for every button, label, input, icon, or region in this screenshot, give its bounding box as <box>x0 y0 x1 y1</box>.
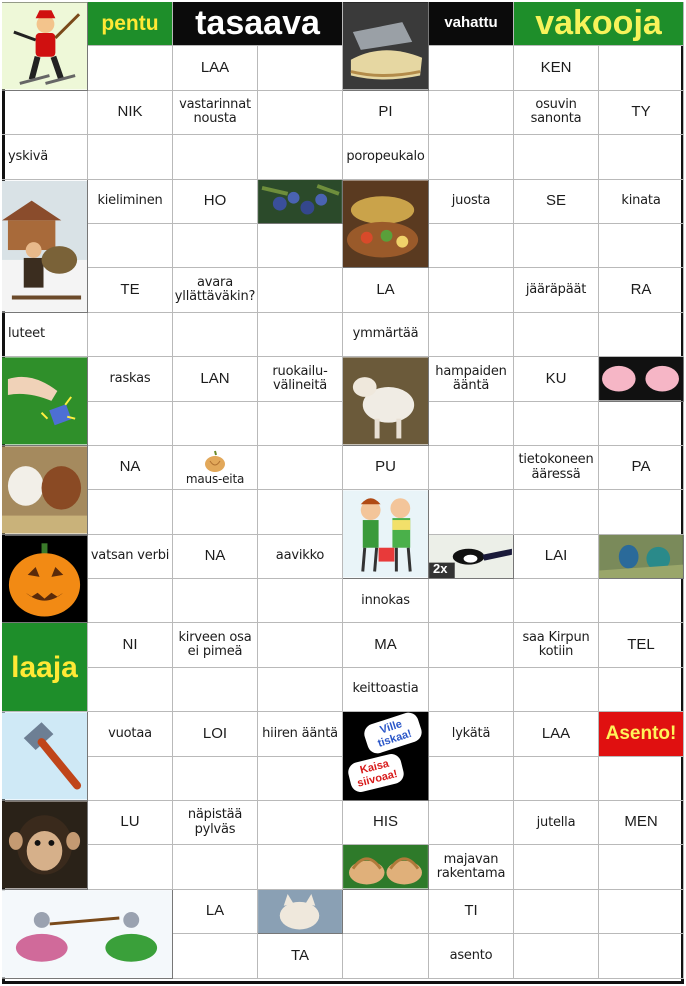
onion-icon <box>202 449 228 473</box>
answer-cell[interactable] <box>258 135 343 179</box>
answer-cell[interactable] <box>173 934 258 978</box>
clue-ruokailuvalineita: ruokailu-välineitä <box>258 357 343 401</box>
answer-cell[interactable] <box>258 224 343 268</box>
hand-button-picture <box>2 357 88 446</box>
pigs-picture <box>599 357 684 401</box>
answer-cell[interactable] <box>429 402 514 446</box>
answer-cell[interactable] <box>173 224 258 268</box>
header-laaja: laaja <box>2 623 88 712</box>
clue-vuotaa: vuotaa <box>88 712 173 756</box>
clue-avara: avara yllättäväkin? <box>173 268 258 312</box>
syllable-his[interactable]: HIS <box>343 801 429 845</box>
clue-majavan: majavan rakentama <box>429 845 514 889</box>
answer-cell[interactable] <box>88 490 173 534</box>
magpie-picture <box>429 535 514 579</box>
syllable-nik[interactable]: NIK <box>88 91 173 135</box>
answer-cell[interactable] <box>514 845 599 889</box>
answer-cell[interactable] <box>173 579 258 623</box>
answer-cell[interactable] <box>88 402 173 446</box>
answer-cell[interactable] <box>514 668 599 712</box>
answer-cell[interactable] <box>2 91 88 135</box>
answer-cell[interactable] <box>173 757 258 801</box>
syllable-pi[interactable]: PI <box>343 91 429 135</box>
speech-bubble-ville: Ville tiskaa! <box>362 712 425 756</box>
speech-bubbles-picture <box>343 712 429 801</box>
syllable-la[interactable]: LA <box>343 268 429 312</box>
clue-luteet: luteet <box>2 313 88 357</box>
magpie-count-label: 2x <box>433 560 448 576</box>
answer-cell[interactable] <box>173 490 258 534</box>
answer-cell[interactable] <box>429 579 514 623</box>
answer-cell[interactable] <box>258 446 343 490</box>
answer-cell[interactable] <box>88 668 173 712</box>
answer-cell[interactable] <box>88 313 173 357</box>
calves-picture <box>2 446 88 535</box>
answer-cell[interactable] <box>599 402 684 446</box>
answer-cell[interactable] <box>258 46 343 90</box>
answer-cell[interactable] <box>429 224 514 268</box>
answer-cell[interactable] <box>258 268 343 312</box>
pumpkin-picture <box>2 535 88 624</box>
syllable-te[interactable]: TE <box>88 268 173 312</box>
clue-osuvin: osuvin sanonta <box>514 91 599 135</box>
clue-ymmartaa: ymmärtää <box>343 313 429 357</box>
syllable-na[interactable]: NA <box>88 446 173 490</box>
clue-lykata: lykätä <box>429 712 514 756</box>
cat-picture <box>258 890 343 934</box>
clue-raskas: raskas <box>88 357 173 401</box>
clue-aavikko: aavikko <box>258 535 343 579</box>
food-picture <box>343 180 429 269</box>
syllable-men[interactable]: MEN <box>599 801 684 845</box>
clue-vatsan-verbi: vatsan verbi <box>88 535 173 579</box>
answer-cell[interactable] <box>258 490 343 534</box>
answer-cell[interactable] <box>429 46 514 90</box>
lamb-picture <box>343 357 429 446</box>
clue-kirveen-osa: kirveen osa ei pimeä <box>173 623 258 667</box>
answer-cell[interactable] <box>173 668 258 712</box>
answer-cell[interactable] <box>514 757 599 801</box>
answer-cell[interactable] <box>429 446 514 490</box>
clue-maus-eita <box>173 446 258 490</box>
syllable-ma[interactable]: MA <box>343 623 429 667</box>
answer-cell[interactable] <box>599 668 684 712</box>
answer-cell[interactable] <box>429 757 514 801</box>
clue-maus-eita-text: maus-eita <box>185 472 245 486</box>
answer-cell[interactable] <box>258 668 343 712</box>
syllable-ti[interactable]: TI <box>429 890 514 934</box>
crossword-grid <box>2 2 684 979</box>
clue-tietokoneen: tietokoneen ääressä <box>514 446 599 490</box>
answer-cell[interactable] <box>88 579 173 623</box>
answer-cell[interactable] <box>88 224 173 268</box>
clue-poropeukalo: poropeukalo <box>343 135 429 179</box>
answer-cell[interactable] <box>514 135 599 179</box>
speech-bubble-kaisa: Kaisa siivoaa! <box>346 752 406 794</box>
syllable-la-2[interactable]: LA <box>173 890 258 934</box>
woodcutter-picture <box>2 180 88 313</box>
knights-picture <box>2 890 173 979</box>
syllable-na-2[interactable]: NA <box>173 535 258 579</box>
clue-vastarinnat: vastarinnat nousta <box>173 91 258 135</box>
answer-cell[interactable] <box>343 890 429 934</box>
answer-cell[interactable] <box>258 313 343 357</box>
clue-hampaiden: hampaiden ääntä <box>429 357 514 401</box>
answer-cell[interactable] <box>514 890 599 934</box>
answer-cell[interactable] <box>599 46 684 90</box>
syllable-loi[interactable]: LOI <box>173 712 258 756</box>
answer-cell[interactable] <box>599 890 684 934</box>
syllable-laa[interactable]: LAA <box>173 46 258 90</box>
answer-cell[interactable] <box>258 623 343 667</box>
answer-cell[interactable] <box>599 224 684 268</box>
header-vahattu: vahattu <box>429 2 514 46</box>
syllable-laa-2[interactable]: LAA <box>514 712 599 756</box>
clue-hiiren-aanta: hiiren ääntä <box>258 712 343 756</box>
answer-cell[interactable] <box>173 845 258 889</box>
answer-cell[interactable] <box>429 313 514 357</box>
answer-cell[interactable] <box>599 757 684 801</box>
skier-picture <box>2 2 88 91</box>
syllable-ho[interactable]: HO <box>173 180 258 224</box>
syllable-ku[interactable]: KU <box>514 357 599 401</box>
clue-jaarapaat: jääräpäät <box>514 268 599 312</box>
clue-jutella: jutella <box>514 801 599 845</box>
clue-yskiva: yskivä <box>2 135 88 179</box>
header-tasaava: tasaava <box>173 2 343 46</box>
answer-cell[interactable] <box>88 46 173 90</box>
clue-kinata: kinata <box>599 180 684 224</box>
answer-cell[interactable] <box>258 801 343 845</box>
answer-cell[interactable] <box>258 757 343 801</box>
header-vakooja: vakooja <box>514 2 684 46</box>
clue-kieliminen: kieliminen <box>88 180 173 224</box>
answer-cell[interactable] <box>514 579 599 623</box>
answer-cell[interactable] <box>514 313 599 357</box>
chimpanzee-picture <box>2 801 88 890</box>
answer-cell[interactable] <box>429 135 514 179</box>
answer-cell[interactable] <box>429 91 514 135</box>
clue-napistaa-pylvas: näpistää pylväs <box>173 801 258 845</box>
answer-cell[interactable] <box>429 268 514 312</box>
answer-cell[interactable] <box>599 313 684 357</box>
answer-cell[interactable] <box>429 490 514 534</box>
answer-cell[interactable] <box>173 313 258 357</box>
answer-cell[interactable] <box>258 845 343 889</box>
clue-saa-kirpun: saa Kirpun kotiin <box>514 623 599 667</box>
answer-cell[interactable] <box>88 135 173 179</box>
header-asento: Asento! <box>599 712 684 756</box>
baskets-picture <box>343 845 429 889</box>
answer-cell[interactable] <box>258 91 343 135</box>
clue-innokas: innokas <box>343 579 429 623</box>
header-pentu: pentu <box>88 2 173 46</box>
kids-bucket-picture <box>343 490 429 579</box>
syllable-lan[interactable]: LAN <box>173 357 258 401</box>
syllable-lu[interactable]: LU <box>88 801 173 845</box>
clue-juosta: juosta <box>429 180 514 224</box>
syllable-pa[interactable]: PA <box>599 446 684 490</box>
clue-asento: asento <box>429 934 514 978</box>
answer-cell[interactable] <box>599 934 684 978</box>
syllable-ta[interactable]: TA <box>258 934 343 978</box>
syllable-ty[interactable]: TY <box>599 91 684 135</box>
answer-cell[interactable] <box>173 402 258 446</box>
peacock-picture <box>599 535 684 579</box>
answer-cell[interactable] <box>599 579 684 623</box>
answer-cell[interactable] <box>173 135 258 179</box>
answer-cell[interactable] <box>599 490 684 534</box>
syllable-ra[interactable]: RA <box>599 268 684 312</box>
syllable-pu[interactable]: PU <box>343 446 429 490</box>
answer-cell[interactable] <box>258 402 343 446</box>
answer-cell[interactable] <box>88 757 173 801</box>
answer-cell[interactable] <box>343 934 429 978</box>
answer-cell[interactable] <box>258 579 343 623</box>
syllable-ni[interactable]: NI <box>88 623 173 667</box>
answer-cell[interactable] <box>514 402 599 446</box>
syllable-se[interactable]: SE <box>514 180 599 224</box>
answer-cell[interactable] <box>429 801 514 845</box>
syllable-lai[interactable]: LAI <box>514 535 599 579</box>
blueberries-picture <box>258 180 343 224</box>
answer-cell[interactable] <box>88 845 173 889</box>
answer-cell[interactable] <box>514 490 599 534</box>
clue-keittoastia: keittoastia <box>343 668 429 712</box>
syllable-ken[interactable]: KEN <box>514 46 599 90</box>
answer-cell[interactable] <box>429 623 514 667</box>
clog-picture <box>343 2 429 91</box>
hammer-picture <box>2 712 88 801</box>
syllable-tel[interactable]: TEL <box>599 623 684 667</box>
answer-cell[interactable] <box>429 668 514 712</box>
answer-cell[interactable] <box>599 845 684 889</box>
answer-cell[interactable] <box>514 224 599 268</box>
answer-cell[interactable] <box>599 135 684 179</box>
answer-cell[interactable] <box>514 934 599 978</box>
